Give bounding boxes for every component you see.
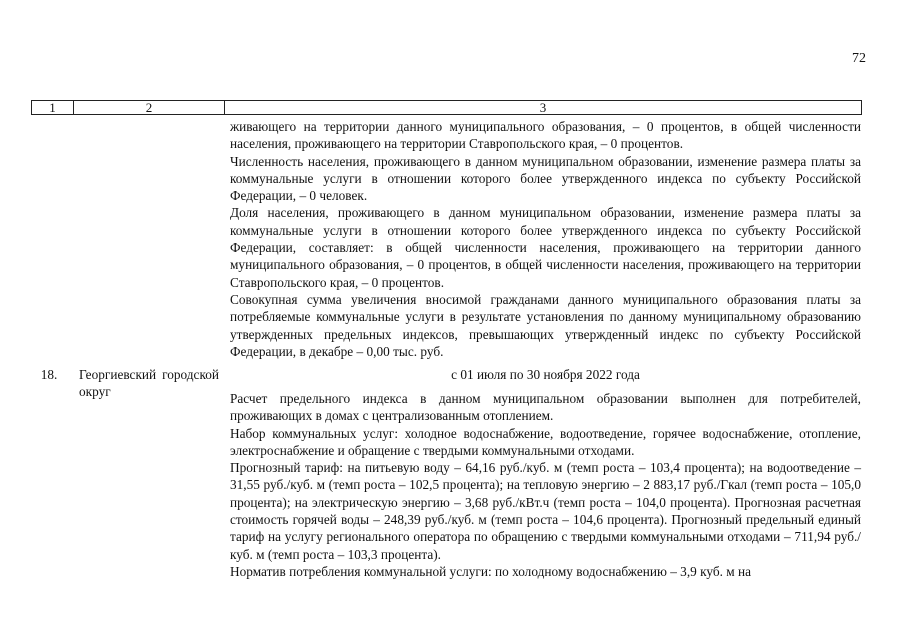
- row-paragraph: Норматив потребления коммунальной услуги: по холодному водоснабжению – 3,9 куб. м на: [230, 563, 752, 579]
- continuation-paragraph: Доля населения, проживающего в данном муниципальном образовании, изменение размера платы за коммунальные услуги в отношении которого более утвержденного индекса по субъекту Российской Федерации, составляет: в общей численности населения, проживающего на территории данного муниципального образования, – 0 процентов, в общей численности населения, проживающего на территории Ставропольского края, – 0 процентов.: [230, 205, 861, 290]
- row-text-block: [230, 390, 861, 580]
- table-header-col-3: 3: [539, 100, 547, 115]
- continuation-paragraph: живающего на территории данного муниципального образования, – 0 процентов, в общей численности населения, проживающего на территории Ставропольского края, – 0 процентов.: [230, 119, 861, 152]
- municipality-name: Георгиевский городской округ: [79, 367, 219, 399]
- continuation-paragraph: Совокупная сумма увеличения вносимой гражданами данного муниципального образования платы за потребляемые коммунальные услуги в результате установления по данному муниципальному образованию утвержденных предельных индексов, превышающих утвержденный индекс по субъекту Российской Федерации, в декабре – 0,00 тыс. руб.: [230, 291, 861, 359]
- continuation-paragraph: Численность населения, проживающего в данном муниципальном образовании, изменение размера платы за коммунальные услуги в отношении которого более утвержденного индекса по субъекту Российской Федерации, – 0 человек.: [230, 153, 861, 204]
- row-paragraph: Расчет предельного индекса в данном муниципальном образовании выполнен для потребителей, проживающих в домах с централизованным отоплением.: [230, 391, 861, 424]
- table-header-col-1: 1: [32, 101, 74, 114]
- row-paragraph: Набор коммунальных услуг: холодное водоснабжение, водоотведение, горячее водоснабжение, отопление, электроснабжение и обращение с твердыми коммунальными отходами.: [230, 425, 861, 458]
- period-heading: с 01 июля по 30 ноября 2022 года: [451, 367, 640, 382]
- table-header-row: [31, 100, 862, 115]
- row-paragraph: Прогнозный тариф: на питьевую воду – 64,16 руб./куб. м (темп роста – 103,4 процента); на водоотведение – 31,55 руб./куб. м (темп роста – 102,5 процента); на тепловую энергию – 2 883,17 руб./Гкал (темп роста – 105,0 процента); на электрическую энергию – 3,68 руб./кВт.ч (темп роста – 104,0 процента). Прогнозная расчетная стоимость горячей воды – 248,39 руб./куб. м (темп роста – 104,6 процента). Прогнозный предельный единый тариф на услугу регионального оператора по обращению с твердыми коммунальными отходами – 711,94 руб./куб. м (темп роста – 103,3 процента).: [230, 460, 861, 562]
- row-number: 18.: [40, 367, 58, 382]
- continuation-text-block: [230, 118, 861, 360]
- page-number: 72: [852, 51, 866, 66]
- table-header-col-2: 2: [74, 101, 225, 114]
